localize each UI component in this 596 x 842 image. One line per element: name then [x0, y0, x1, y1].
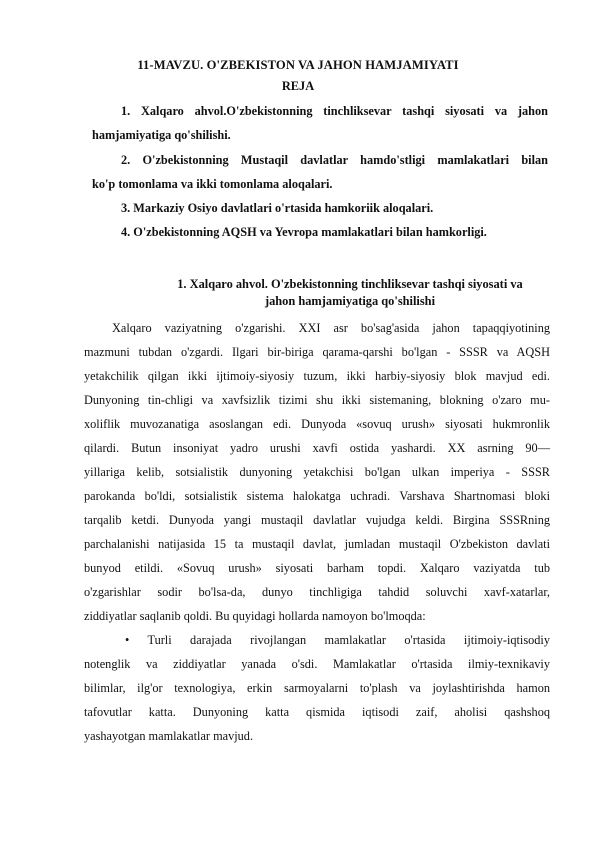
- body-line: tafovutlar katta. Dunyoning katta qismida iqtisodi zaif, aholisi qashshoq: [84, 705, 550, 719]
- section-heading-line: 1. Xalqaro ahvol. O'zbekistonning tinchliksevar tashqi siyosati va: [177, 277, 523, 291]
- body-line: bunyod etildi. «Sovuq urush» siyosati barham topdi. Xalqaro vaziyatda tub: [84, 561, 550, 575]
- body-line: Xalqaro vaziyatning o'zgarishi. XXI asr bo'sag'asida jahon tapaqqiyotining: [112, 321, 550, 335]
- body-line: ziddiyatlar saqlanib qoldi. Bu quyidagi hollarda namoyon bo'lmoqda:: [84, 609, 426, 623]
- body-line: mazmuni tubdan o'zgardi. Ilgari bir-biriga qarama-qarshi bo'lgan - SSSR va AQSH: [84, 345, 550, 359]
- body-line: qilardi. Butun insoniyat yadro urushi xavfi ostida yashardi. XX asrning 90—: [84, 441, 550, 455]
- plan-item: 4. O'zbekistonning AQSH va Yevropa mamlakatlari bilan hamkorligi.: [121, 225, 487, 239]
- body-line: parokanda bo'ldi, sotsialistik sistema halokatga uchradi. Varshava Shartnomasi bloki: [84, 489, 550, 503]
- plan-item: hamjamiyatiga qo'shilishi.: [92, 128, 231, 142]
- section-heading-line: jahon hamjamiyatiga qo'shilishi: [264, 294, 436, 308]
- plan-item: 1. Xalqaro ahvol.O'zbekistonning tinchliksevar tashqi siyosati va jahon: [121, 104, 548, 118]
- body-line: yillariga kelib, sotsialistik dunyoning yetakchisi bo'lgan ulkan imperiya - SSSR: [84, 465, 550, 479]
- plan-item: 3. Markaziy Osiyo davlatlari o'rtasida hamkoriik aloqalari.: [121, 201, 434, 215]
- plan-item: ko'p tomonlama va ikki tomonlama aloqalari.: [92, 177, 333, 191]
- body-line: yetakchilik qilgan ikki ijtimoiy-siyosiy tuzum, ikki harbiy-siyosiy blok mavjud edi.: [84, 369, 550, 383]
- body-line: Dunyoning tin-chligi va xavfsizlik tizimi shu ikki sistemaning, blokning o'zaro mu-: [84, 393, 550, 407]
- plan-item: 2. O'zbekistonning Mustaqil davlatlar hamdo'stligi mamlakatlari bilan: [121, 153, 548, 167]
- body-line: o'zgarishlar sodir bo'lsa-da, dunyo tinchligiga tahdid soluvchi xavf-xatarlar,: [84, 585, 550, 599]
- body-line: yashayotgan mamlakatlar mavjud.: [84, 729, 254, 743]
- body-line: bilimlar, ilg'or texnologiya, erkin sarmoyalarni to'plash va joylashtirishda hamon: [84, 681, 550, 695]
- body-line: tarqalib ketdi. Dunyoda yangi mustaqil davlatlar vujudga keldi. Birgina SSSRning: [84, 513, 550, 527]
- section-heading: [140, 276, 560, 310]
- body-line: parchalanishi natijasida 15 ta mustaqil davlat, jumladan mustaqil O'zbekiston davlati: [84, 537, 550, 551]
- body-line: notenglik va ziddiyatlar yanada o'sdi. Mamlakatlar o'rtasida ilmiy-texnikaviy: [84, 657, 550, 671]
- body-line: xoliflik muvozanatiga asoslangan edi. Dunyoda «sovuq urush» siyosati hukmronlik: [84, 417, 550, 431]
- topic-title: 11-MAVZU. O'ZBEKISTON VA JAHON HAMJAMIYATI: [137, 58, 459, 72]
- bullet-line: • Turli darajada rivojlangan mamlakatlar o'rtasida ijtimoiy-iqtisodiy: [125, 633, 550, 647]
- plan-heading: REJA: [281, 79, 315, 93]
